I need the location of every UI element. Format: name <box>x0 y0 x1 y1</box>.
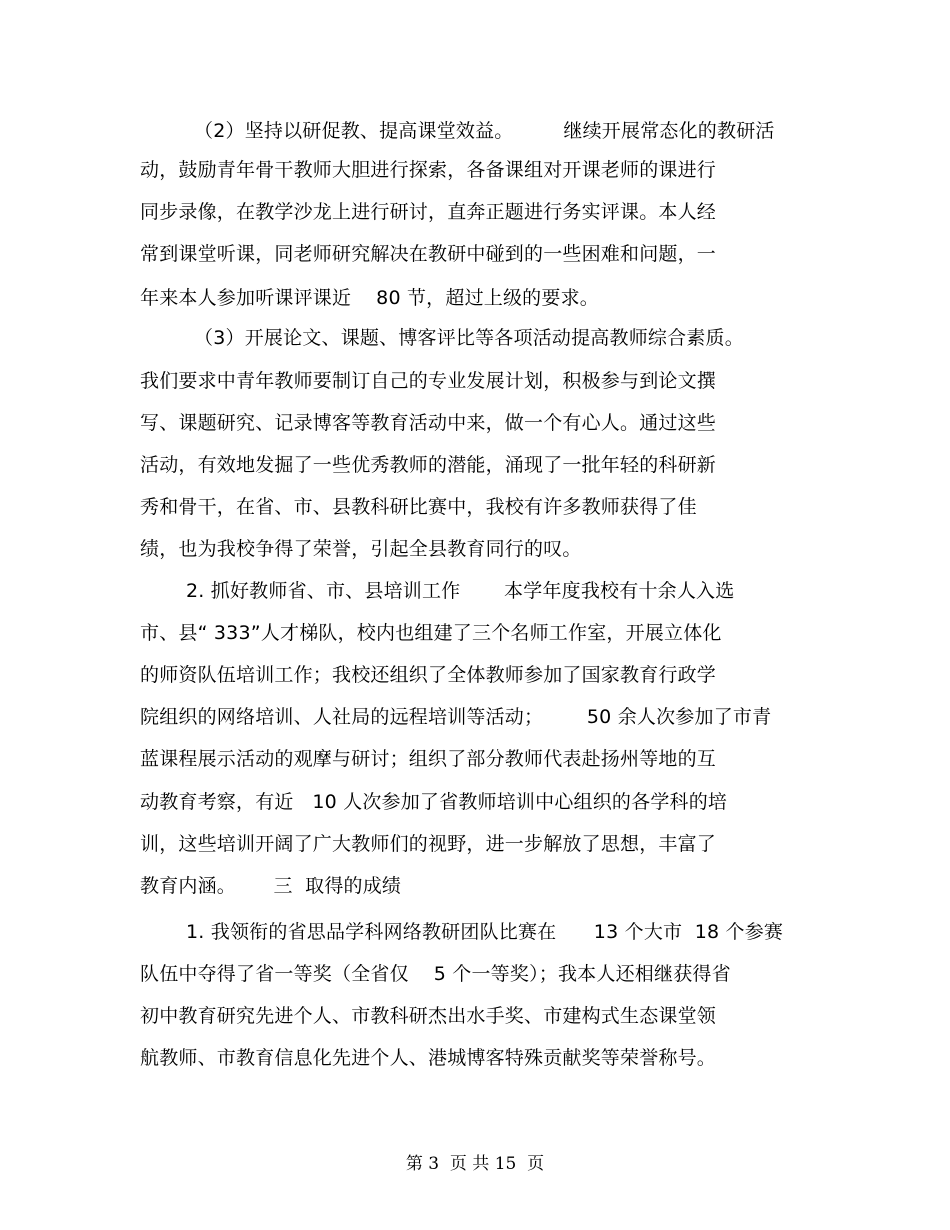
page-number: 第 3 页 共 15 页 <box>405 1154 545 1174</box>
paragraph-line: 航教师、市教育信息化先进个人、港城博客特殊贡献奖等荣誉称号。 <box>140 1047 717 1069</box>
paragraph-line: 我们要求中青年教师要制订自己的专业发展计划，积极参与到论文撰 <box>140 370 717 392</box>
paragraph-line: 市、县“ 333”人才梯队，校内也组建了三个名师工作室，开展立体化 <box>140 622 722 644</box>
paragraph-line: （3）开展论文、课题、博客评比等各项活动提高教师综合素质。 <box>194 327 744 349</box>
paragraph-line: 常到课堂听课，同老师研究解决在教研中碰到的一些困难和问题，一 <box>140 243 717 265</box>
paragraph-line: 秀和骨干，在省、市、县教科研比赛中，我校有许多教师获得了佳 <box>140 496 697 518</box>
paragraph-line: 2. 抓好教师省、市、县培训工作 本学年度我校有十余人入选 <box>186 580 735 602</box>
paragraph-line: 动教育考察，有近 10 人次参加了省教师培训中心组织的各学科的培 <box>140 791 728 813</box>
paragraph-line: 活动，有效地发掘了一些优秀教师的潜能，涌现了一批年轻的科研新 <box>140 454 717 476</box>
paragraph-line: 初中教育研究先进个人、市教科研杰出水手奖、市建构式生态课堂领 <box>140 1005 717 1027</box>
paragraph-line: （2）坚持以研促教、提高课堂效益。 继续开展常态化的教研活 <box>194 120 775 142</box>
paragraph-line: 院组织的网络培训、人社局的远程培训等活动； 50 余人次参加了市青 <box>140 706 772 728</box>
paragraph-line: 教育内涵。 三 取得的成绩 <box>140 875 402 897</box>
paragraph-line: 绩，也为我校争得了荣誉，引起全县教育同行的叹。 <box>140 538 582 560</box>
paragraph-line: 写、课题研究、记录博客等教育活动中来，做一个有心人。通过这些 <box>140 412 717 434</box>
paragraph-line: 1. 我领衔的省思品学科网络教研团队比赛在 13 个大市 18 个参赛 <box>186 921 784 943</box>
paragraph-line: 年来本人参加听课评课近 80 节，超过上级的要求。 <box>140 287 599 309</box>
paragraph-line: 队伍中夺得了省一等奖（全省仅 5 个一等奖）；我本人还相继获得省 <box>140 963 731 985</box>
paragraph-line: 同步录像，在教学沙龙上进行研讨，直奔正题进行务实评课。本人经 <box>140 201 717 223</box>
paragraph-line: 的师资队伍培训工作；我校还组织了全体教师参加了国家教育行政学 <box>140 664 717 686</box>
paragraph-line: 训，这些培训开阔了广大教师们的视野，进一步解放了思想，丰富了 <box>140 833 717 855</box>
paragraph-line: 动，鼓励青年骨干教师大胆进行探索，各备课组对开课老师的课进行 <box>140 159 717 181</box>
paragraph-line: 蓝课程展示活动的观摩与研讨；组织了部分教师代表赴扬州等地的互 <box>140 748 717 770</box>
